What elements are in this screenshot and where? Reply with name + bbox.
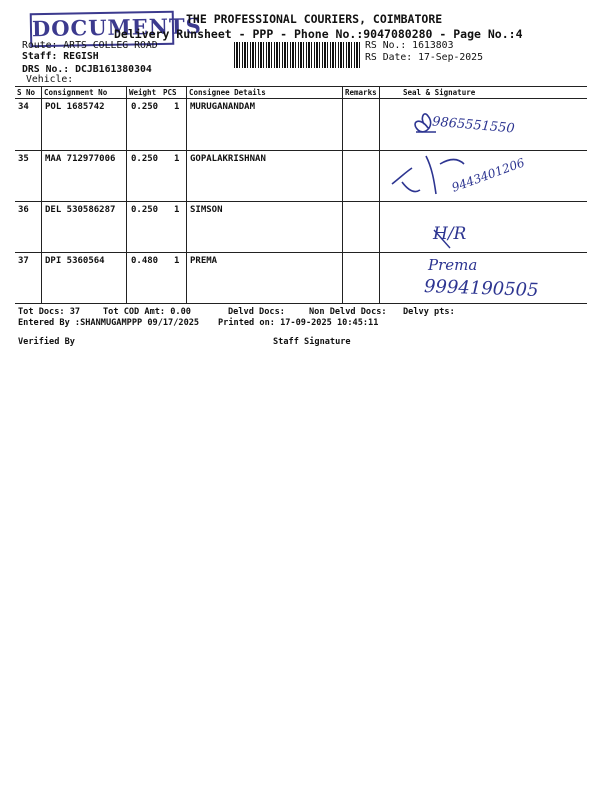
signature-34-mark	[415, 114, 431, 132]
row-pcs: 1	[174, 205, 180, 215]
row-consignee: GOPALAKRISHNAN	[190, 154, 266, 164]
signature-36-text: H/R	[433, 224, 467, 244]
row-consignment: DPI 5360564	[45, 256, 105, 266]
company-name: THE PROFESSIONAL COURIERS, COIMBATORE	[186, 12, 443, 26]
row-weight: 0.480	[131, 256, 159, 266]
row-sno: 36	[18, 205, 29, 215]
row-consignee: PREMA	[190, 256, 218, 266]
col-header-pcs: PCS	[163, 88, 177, 97]
delivery-points: Delvy pts:	[403, 307, 455, 317]
printed-on: Printed on: 17-09-2025 10:45:11	[218, 318, 379, 328]
delivered-docs: Delvd Docs:	[228, 307, 285, 317]
col-header-remarks: Remarks	[345, 88, 377, 97]
route: Route: ARTS COLLEG ROAD	[22, 40, 158, 51]
row-weight: 0.250	[131, 154, 159, 164]
signature-34-number: 9865551550	[431, 114, 516, 137]
row-sno: 34	[18, 102, 29, 112]
staff: Staff: REGISH	[22, 51, 99, 62]
vehicle: Vehicle:	[26, 74, 74, 85]
col-header-consignee: Consignee Details	[189, 88, 266, 97]
verified-by: Verified By	[18, 337, 75, 347]
row-weight: 0.250	[131, 205, 159, 215]
row-pcs: 1	[174, 102, 180, 112]
signature-35-number: 9443401206	[449, 155, 527, 195]
col-header-signature: Seal & Signature	[403, 88, 476, 97]
row-consignment: POL 1685742	[45, 102, 105, 112]
col-header-consignment: Consignment No	[44, 88, 108, 97]
row-sno: 37	[18, 256, 29, 266]
staff-signature: Staff Signature	[273, 337, 351, 347]
drs-number: DRS No.: DCJB161380304	[22, 64, 152, 75]
signature-37-name: Prema	[428, 256, 478, 274]
signature-37-number: 9994190505	[423, 276, 539, 301]
runsheet-title: Delivery Runsheet - PPP - Phone No.:9047080280 - Page No.:4	[114, 27, 523, 41]
barcode	[234, 42, 360, 68]
total-cod-amount: Tot COD Amt: 0.00	[103, 307, 191, 317]
non-delivered-docs: Non Delvd Docs:	[309, 307, 387, 317]
documents-stamp: DOCUMENTS	[30, 11, 175, 48]
col-header-weight: Weight	[129, 88, 157, 97]
row-consignment: MAA 712977006	[45, 154, 116, 164]
rs-date: RS Date: 17-Sep-2025	[365, 52, 483, 63]
row-pcs: 1	[174, 154, 180, 164]
rs-number: RS No.: 1613803	[365, 40, 454, 51]
row-sno: 35	[18, 154, 29, 164]
row-consignee: MURUGANANDAM	[190, 102, 256, 112]
row-consignment: DEL 530586287	[45, 205, 116, 215]
total-docs: Tot Docs: 37	[18, 307, 81, 317]
row-consignee: SIMSON	[190, 205, 223, 215]
row-weight: 0.250	[131, 102, 159, 112]
col-header-sno: S No	[17, 88, 36, 97]
row-pcs: 1	[174, 256, 180, 266]
entered-by: Entered By :SHANMUGAMPPP 09/17/2025	[18, 318, 200, 328]
